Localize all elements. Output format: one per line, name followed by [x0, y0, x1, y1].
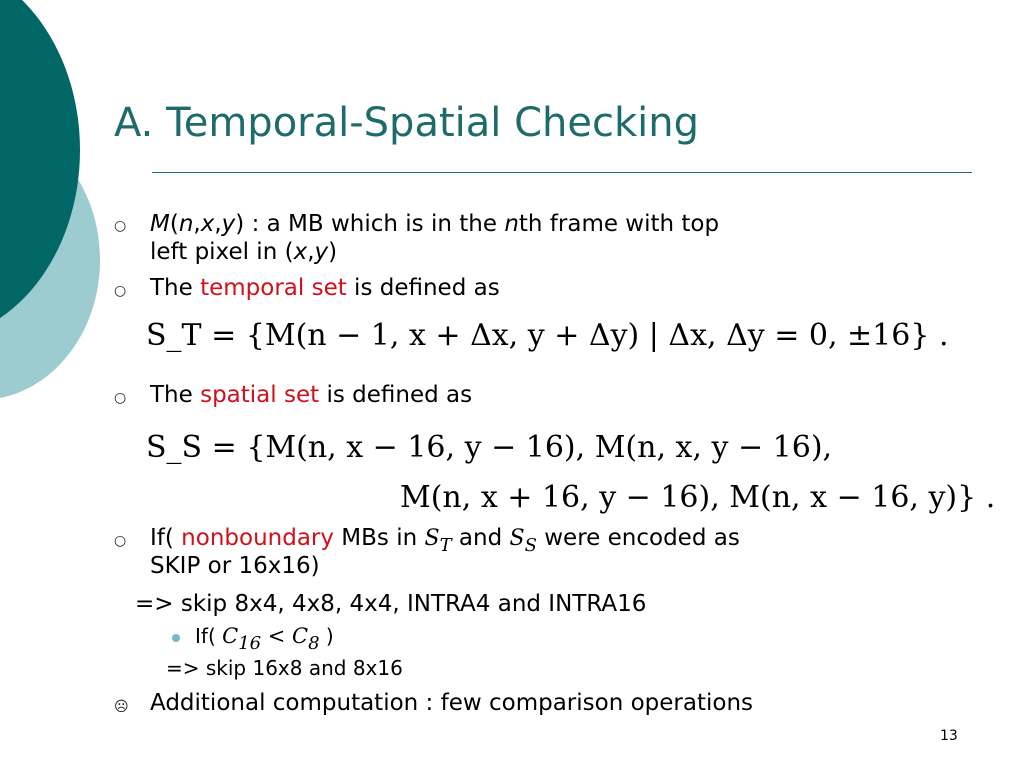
slide-title: A. Temporal-Spatial Checking [114, 100, 699, 146]
skip-modes-line: => skip 8x4, 4x8, 4x4, INTRA4 and INTRA16 [135, 591, 647, 617]
hollow-circle-bullet-icon: ○ [114, 390, 127, 406]
bullet-nonboundary-condition-line1: If( nonboundary MBs in $S_T$ and $S_S$ were encoded as [150, 525, 740, 556]
skip-modes-line-2: => skip 16x8 and 8x16 [166, 656, 403, 680]
equation-spatial-set-line1: S_S = {M(n, x − 16, y − 16), M(n, x, y − 16), [146, 430, 833, 465]
title-divider [152, 172, 972, 173]
bullet-nonboundary-condition-line2: SKIP or 16x16) [150, 553, 320, 579]
equation-temporal-set: S_T = {M(n − 1, x + Δx, y + Δy) | Δx, Δy = 0, ±16} . [146, 318, 949, 353]
bullet-additional-computation: Additional computation : few comparison operations [150, 690, 753, 716]
hollow-circle-bullet-icon: ○ [114, 533, 127, 549]
hollow-circle-bullet-icon: ○ [114, 218, 127, 234]
filled-dot-bullet-icon [172, 634, 180, 642]
hollow-circle-bullet-icon: ○ [114, 283, 127, 299]
page-number: 13 [940, 728, 958, 744]
bullet-mb-definition-line2: left pixel in (x,y) [150, 239, 338, 265]
equation-spatial-set-line2: M(n, x + 16, y − 16), M(n, x − 16, y)} . [400, 480, 996, 515]
bullet-temporal-set: The temporal set is defined as [150, 275, 500, 301]
frown-face-bullet-icon: ☹ [114, 699, 129, 715]
sub-bullet-cost-comparison: If( C16 < C8 ) [195, 624, 334, 654]
bullet-mb-definition-line1: M(n,x,y) : a MB which is in the nth frame with top [150, 211, 720, 237]
bullet-spatial-set: The spatial set is defined as [150, 382, 473, 408]
